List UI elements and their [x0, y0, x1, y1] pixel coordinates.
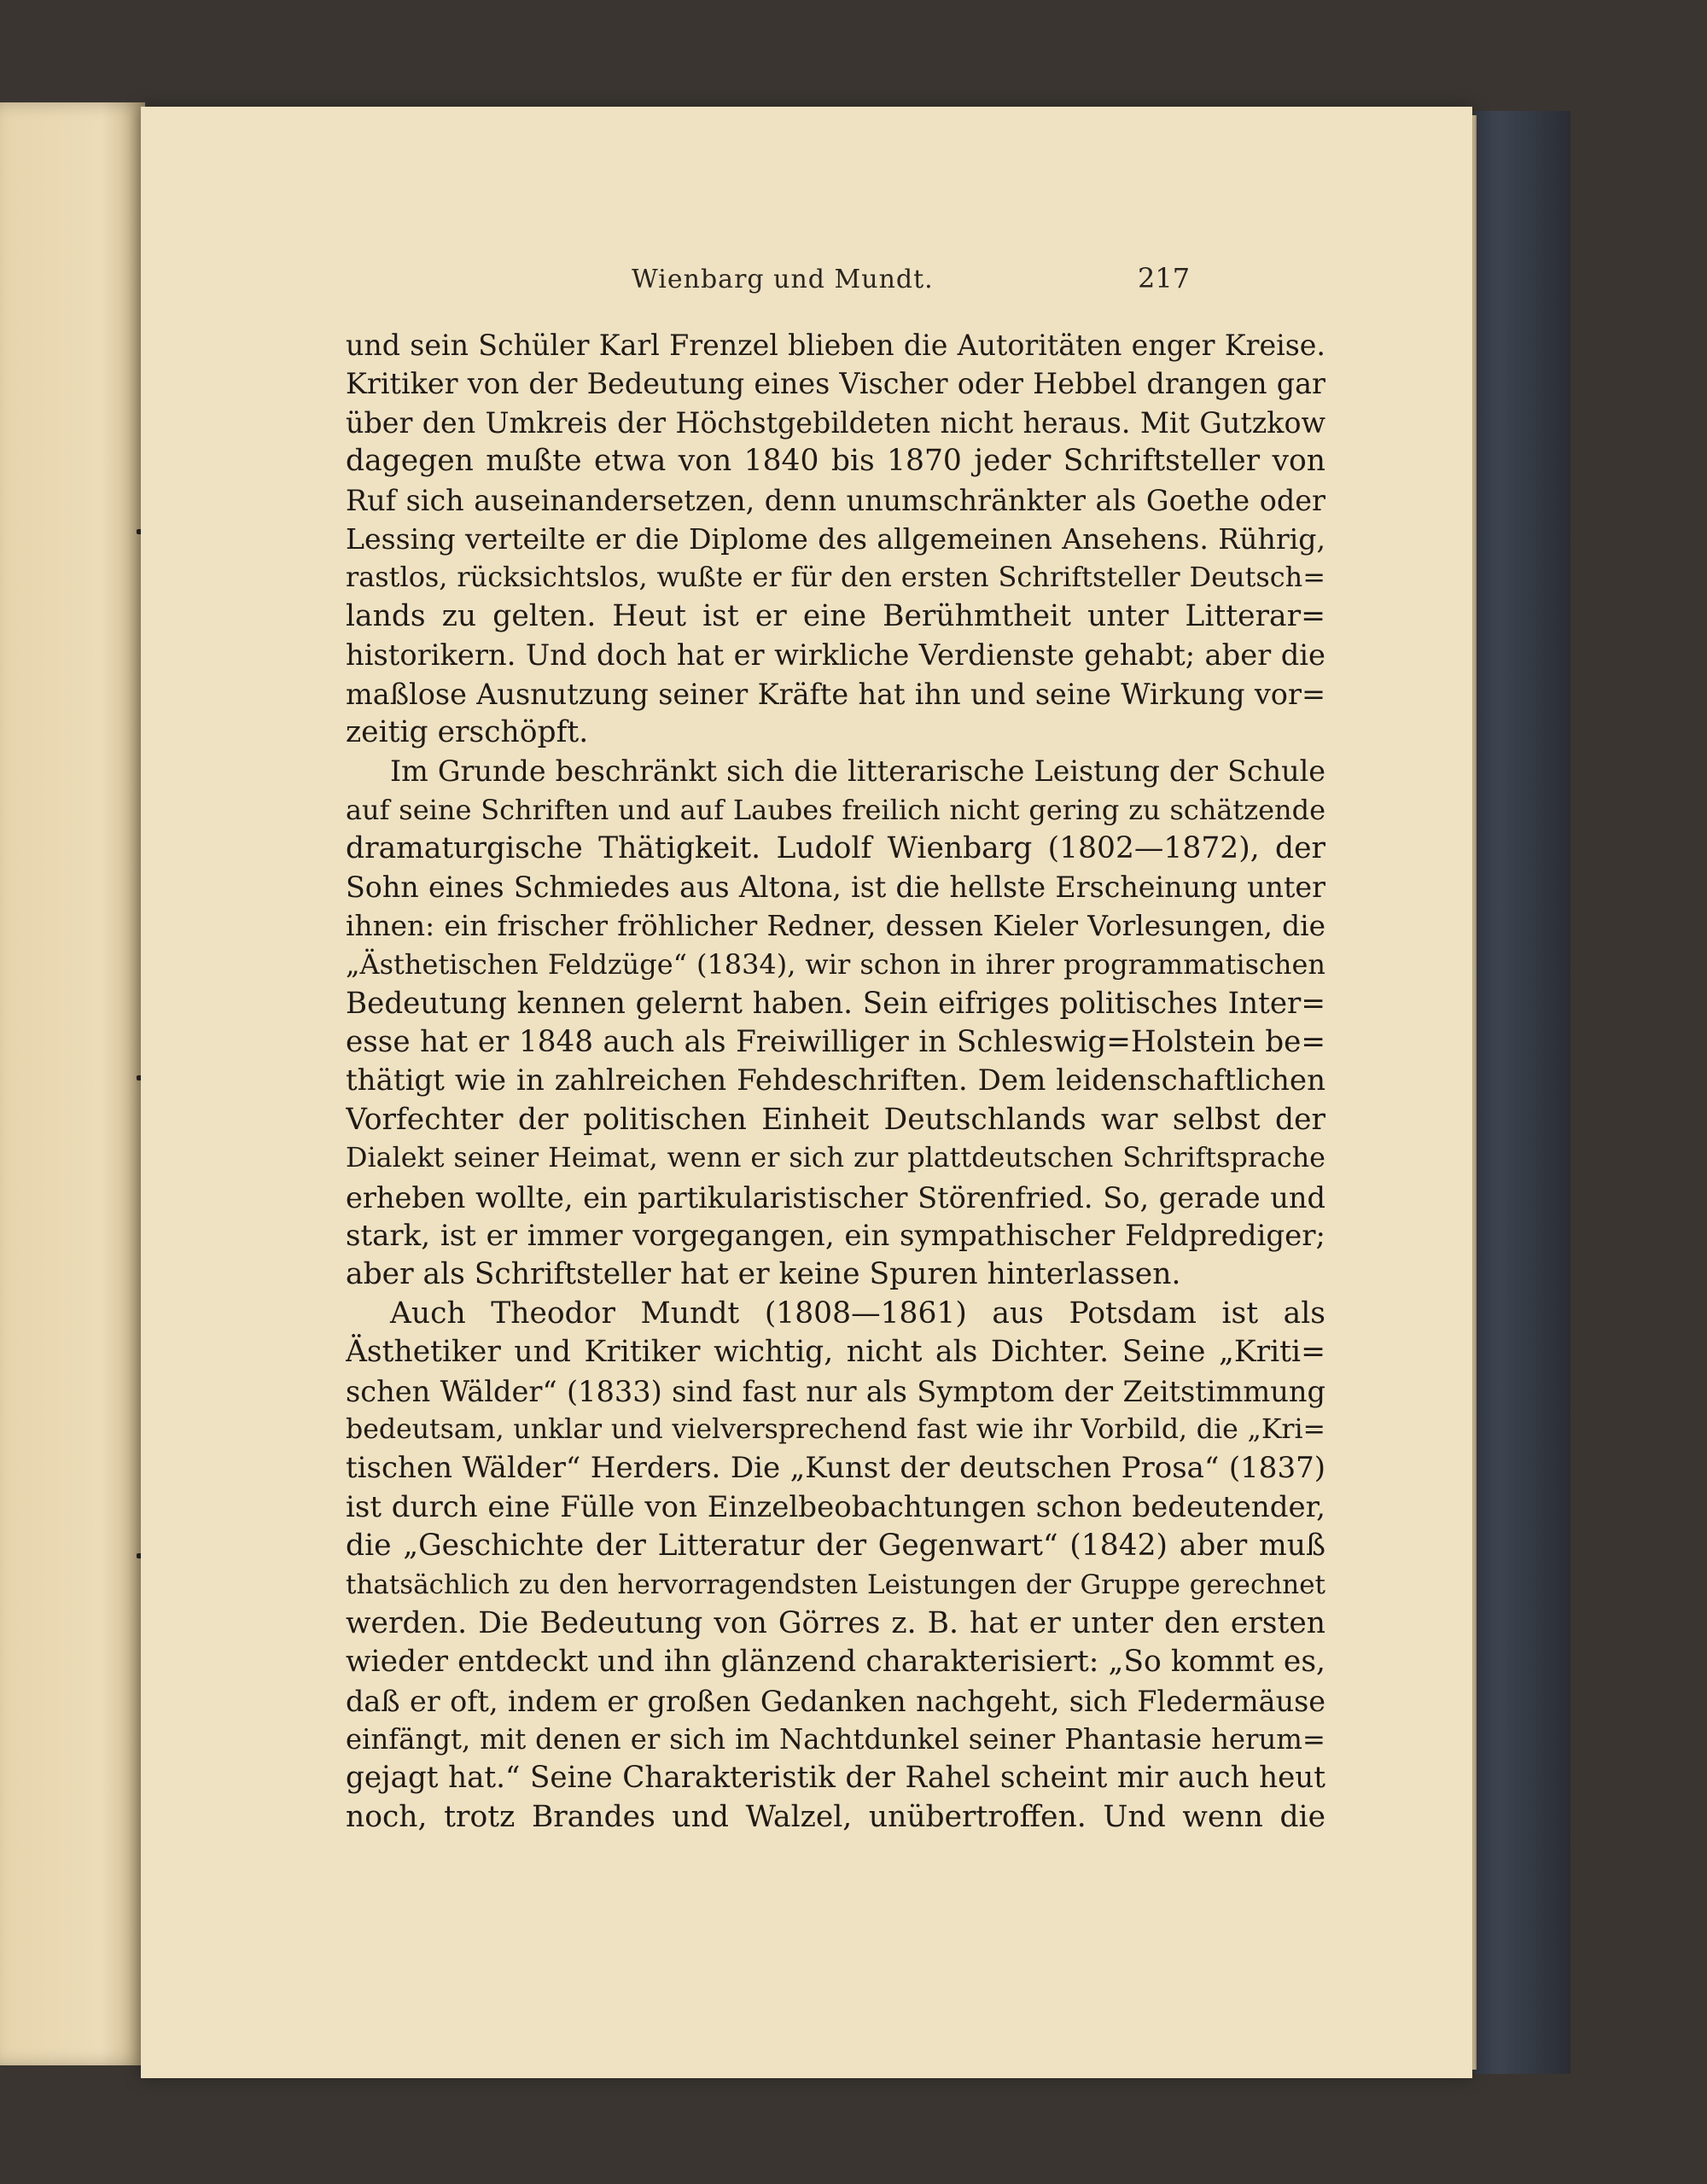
text-line: tischen Wälder“ Herders. Die „Kunst der deutschen Prosa“ (1837): [346, 1451, 1325, 1486]
text-line: über den Umkreis der Höchstgebildeten nicht heraus. Mit Gutzkow: [346, 405, 1325, 440]
text-line: thätigt wie in zahlreichen Fehdeschriften. Dem leidenschaftlichen: [346, 1063, 1325, 1098]
book-page: [141, 107, 1472, 2078]
text-line: thatsächlich zu den hervorragendsten Leistungen der Gruppe gerechnet: [346, 1569, 1325, 1600]
text-line: und sein Schüler Karl Frenzel blieben die Autoritäten enger Kreise.: [346, 329, 1325, 362]
text-line: gejagt hat.“ Seine Charakteristik der Rahel scheint mir auch heut: [346, 1761, 1325, 1796]
text-line: werden. Die Bedeutung von Görres z. B. hat er unter den ersten: [346, 1605, 1325, 1640]
text-line: dramaturgische Thätigkeit. Ludolf Wienbarg (1802—1872), der: [346, 831, 1325, 866]
text-line: schen Wälder“ (1833) sind fast nur als Symptom der Zeitstimmung: [346, 1374, 1325, 1408]
text-line: Ästhetiker und Kritiker wichtig, nicht als Dichter. Seine „Kriti=: [346, 1335, 1325, 1370]
text-line: „Ästhetischen Feldzüge“ (1834), wir schon in ihrer programmatischen: [346, 948, 1325, 981]
text-line: maßlose Ausnutzung seiner Kräfte hat ihn und seine Wirkung vor=: [346, 677, 1325, 711]
text-line: auf seine Schriften und auf Laubes freilich nicht gering zu schätzende: [346, 793, 1325, 826]
text-line: stark, ist er immer vorgegangen, ein sympathischer Feldprediger;: [346, 1218, 1325, 1253]
text-line: dagegen mußte etwa von 1840 bis 1870 jeder Schriftsteller von: [346, 444, 1325, 479]
text-line: lands zu gelten. Heut ist er eine Berühmtheit unter Litterar=: [346, 598, 1325, 633]
text-line: Dialekt seiner Heimat, wenn er sich zur plattdeutschen Schriftsprache: [346, 1143, 1325, 1174]
text-line: Bedeutung kennen gelernt haben. Sein eifriges politisches Inter=: [346, 986, 1325, 1021]
text-line: ist durch eine Fülle von Einzelbeobachtungen schon bedeutender,: [346, 1489, 1325, 1524]
text-line: aber als Schriftsteller hat er keine Spuren hinterlassen.: [346, 1257, 1181, 1292]
text-line: bedeutsam, unklar und vielversprechend fast wie ihr Vorbild, die „Kri=: [346, 1413, 1325, 1445]
running-title: Wienbarg und Mundt.: [632, 265, 934, 294]
text-line: noch, trotz Brandes und Walzel, unübertroffen. Und wenn die: [346, 1799, 1325, 1834]
text-line: ihnen: ein frischer fröhlicher Redner, dessen Kieler Vorlesungen, die: [346, 909, 1325, 942]
text-line: einfängt, mit denen er sich im Nachtdunkel seiner Phantasie herum=: [346, 1723, 1325, 1756]
text-line: daß er oft, indem er großen Gedanken nachgeht, sich Fledermäuse: [346, 1684, 1325, 1718]
text-line: Vorfechter der politischen Einheit Deutschlands war selbst der: [346, 1102, 1325, 1137]
text-line: esse hat er 1848 auch als Freiwilliger in Schleswig=Holstein be=: [346, 1025, 1325, 1060]
text-line: Kritiker von der Bedeutung eines Vischer oder Hebbel drangen gar: [346, 367, 1325, 401]
text-line: wieder entdeckt und ihn glänzend charakterisiert: „So kommt es,: [346, 1645, 1325, 1680]
text-line: die „Geschichte der Litteratur der Gegenwart“ (1842) aber muß: [346, 1529, 1325, 1564]
text-line: historikern. Und doch hat er wirkliche Verdienste gehabt; aber die: [346, 638, 1325, 673]
page-number: 217: [1138, 262, 1191, 294]
body-text: [346, 326, 1325, 1837]
text-line: Im Grunde beschränkt sich die litterarische Leistung der Schule: [390, 754, 1325, 789]
text-line: erheben wollte, ein partikularistischer Störenfried. So, gerade und: [346, 1180, 1325, 1214]
text-line: zeitig erschöpft.: [346, 714, 589, 749]
text-line: Lessing verteilte er die Diplome des allgemeinen Ansehens. Rührig,: [346, 521, 1325, 556]
text-line: rastlos, rücksichtslos, wußte er für den ersten Schriftsteller Deutsch=: [346, 561, 1325, 594]
text-line: Auch Theodor Mundt (1808—1861) aus Potsdam ist als: [390, 1296, 1325, 1331]
previous-page-edge: [0, 102, 145, 2065]
text-line: Sohn eines Schmiedes aus Altona, ist die hellste Erscheinung unter: [346, 871, 1325, 905]
text-line: Ruf sich auseinandersetzen, denn unumschränkter als Goethe oder: [346, 483, 1325, 517]
